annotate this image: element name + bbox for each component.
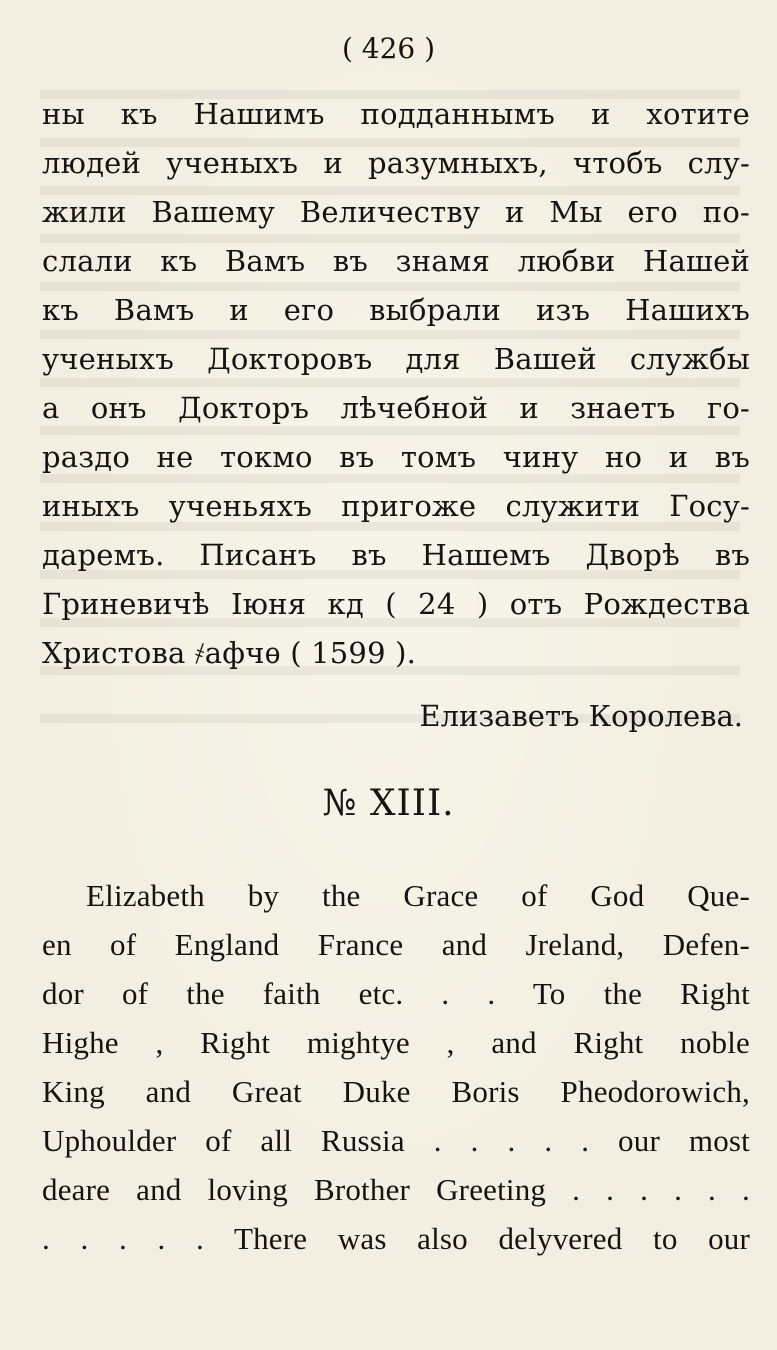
russian-text-line: Гриневичѣ Іюня кд ( 24 ) отъ Рождества [42,587,750,621]
russian-text-line: даремъ. Писанъ въ Нашемъ Дворѣ въ [42,538,750,572]
english-text-line: deare and loving Brother Greeting . . . . . . [42,1172,750,1207]
english-text-line: Elizabeth by the Grace of God Que- [86,878,750,913]
russian-text-line: раздо не токмо въ томъ чину но и въ [42,440,750,474]
section-heading: № XIII. [322,783,455,824]
russian-text-line: слали къ Вамъ въ знамя любви Нашей [42,244,750,278]
english-text-line: Uphoulder of all Russia . . . . . our most [42,1123,750,1158]
english-text-line: King and Great Duke Boris Pheodorowich, [42,1074,750,1109]
russian-text-line: жили Вашему Величеству и Мы его по- [42,195,750,229]
russian-text-line: ны къ Нашимъ подданнымъ и хотите [42,97,750,131]
english-text-line: en of England France and Jreland, Defen- [42,927,750,962]
english-text-line: dor of the faith etc. . . To the Right [42,976,750,1011]
english-text-line: . . . . . There was also delyvered to our [42,1221,750,1256]
english-text-line: Highe , Right mightye , and Right noble [42,1025,750,1060]
russian-text-line: иныхъ ученьяхъ пригоже служити Госу- [42,489,750,523]
russian-text-last-line: Христова ҂афчѳ ( 1599 ). [42,636,417,670]
russian-text-line: ученыхъ Докторовъ для Вашей службы [42,342,750,376]
russian-text-line: людей ученыхъ и разумныхъ, чтобъ слу- [42,146,750,180]
russian-text-line: къ Вамъ и его выбрали изъ Нашихъ [42,293,750,327]
russian-text-line: а онъ Докторъ лѣчебной и знаетъ го- [42,391,750,425]
signature: Елизаветъ Королева. [419,699,743,733]
page-number: ( 426 ) [341,32,436,65]
